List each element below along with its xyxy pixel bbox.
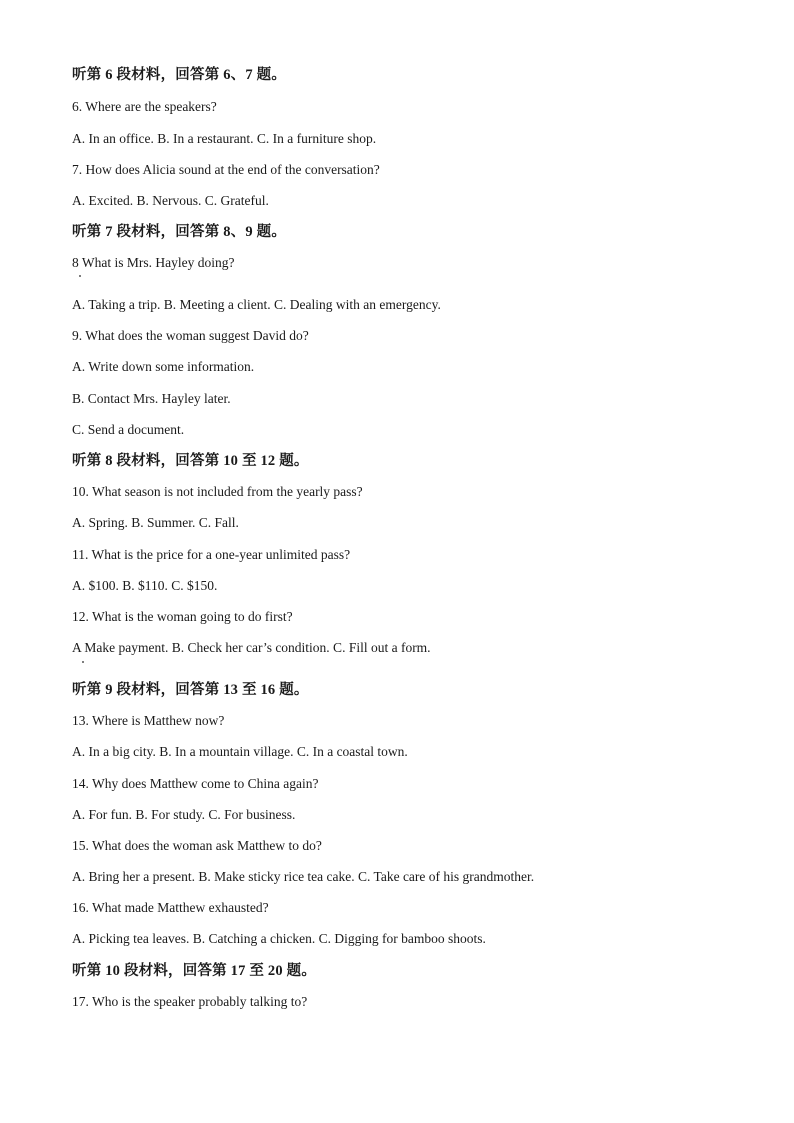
option-9c: C. Send a document.	[72, 422, 185, 437]
option-9b: B. Contact Mrs. Hayley later.	[72, 391, 231, 406]
question-14: 14. Why does Matthew come to China again?	[72, 776, 319, 791]
options-15: A. Bring her a present. B. Make sticky rice tea cake. C. Take care of his grandmother.	[72, 869, 535, 884]
question-11: 11. What is the price for a one-year unlimited pass?	[72, 547, 351, 562]
question-15: 15. What does the woman ask Matthew to do?	[72, 838, 322, 853]
options-7: A. Excited. B. Nervous. C. Grateful.	[72, 193, 269, 208]
options-12: A Make payment. B. Check her car’s condition. C. Fill out a form.	[72, 640, 431, 655]
question-6: 6. Where are the speakers?	[72, 99, 217, 114]
scan-mark	[79, 275, 81, 277]
section-heading-7: 听第 7 段材料，回答第 8、9 题。	[72, 224, 287, 240]
question-16: 16. What made Matthew exhausted?	[72, 900, 269, 915]
options-14: A. For fun. B. For study. C. For business.	[72, 807, 296, 822]
section-heading-9: 听第 9 段材料，回答第 13 至 16 题。	[72, 682, 309, 698]
options-11: A. $100. B. $110. C. $150.	[72, 578, 218, 593]
question-17: 17. Who is the speaker probably talking to?	[72, 994, 308, 1009]
question-9: 9. What does the woman suggest David do?	[72, 328, 309, 343]
question-8: 8 What is Mrs. Hayley doing?	[72, 255, 235, 270]
section-heading-10: 听第 10 段材料，回答第 17 至 20 题。	[72, 963, 317, 979]
options-8: A. Taking a trip. B. Meeting a client. C. Dealing with an emergency.	[72, 297, 441, 312]
question-12: 12. What is the woman going to do first?	[72, 609, 293, 624]
section-heading-8: 听第 8 段材料，回答第 10 至 12 题。	[72, 453, 309, 469]
section-heading-6: 听第 6 段材料，回答第 6、7 题。	[72, 67, 287, 83]
options-13: A. In a big city. B. In a mountain village. C. In a coastal town.	[72, 744, 408, 759]
question-10: 10. What season is not included from the yearly pass?	[72, 484, 363, 499]
options-16: A. Picking tea leaves. B. Catching a chicken. C. Digging for bamboo shoots.	[72, 931, 486, 946]
question-13: 13. Where is Matthew now?	[72, 713, 225, 728]
options-6: A. In an office. B. In a restaurant. C. In a furniture shop.	[72, 131, 377, 146]
scan-mark	[82, 661, 84, 663]
question-7: 7. How does Alicia sound at the end of the conversation?	[72, 162, 380, 177]
option-9a: A. Write down some information.	[72, 359, 255, 374]
options-10: A. Spring. B. Summer. C. Fall.	[72, 515, 239, 530]
